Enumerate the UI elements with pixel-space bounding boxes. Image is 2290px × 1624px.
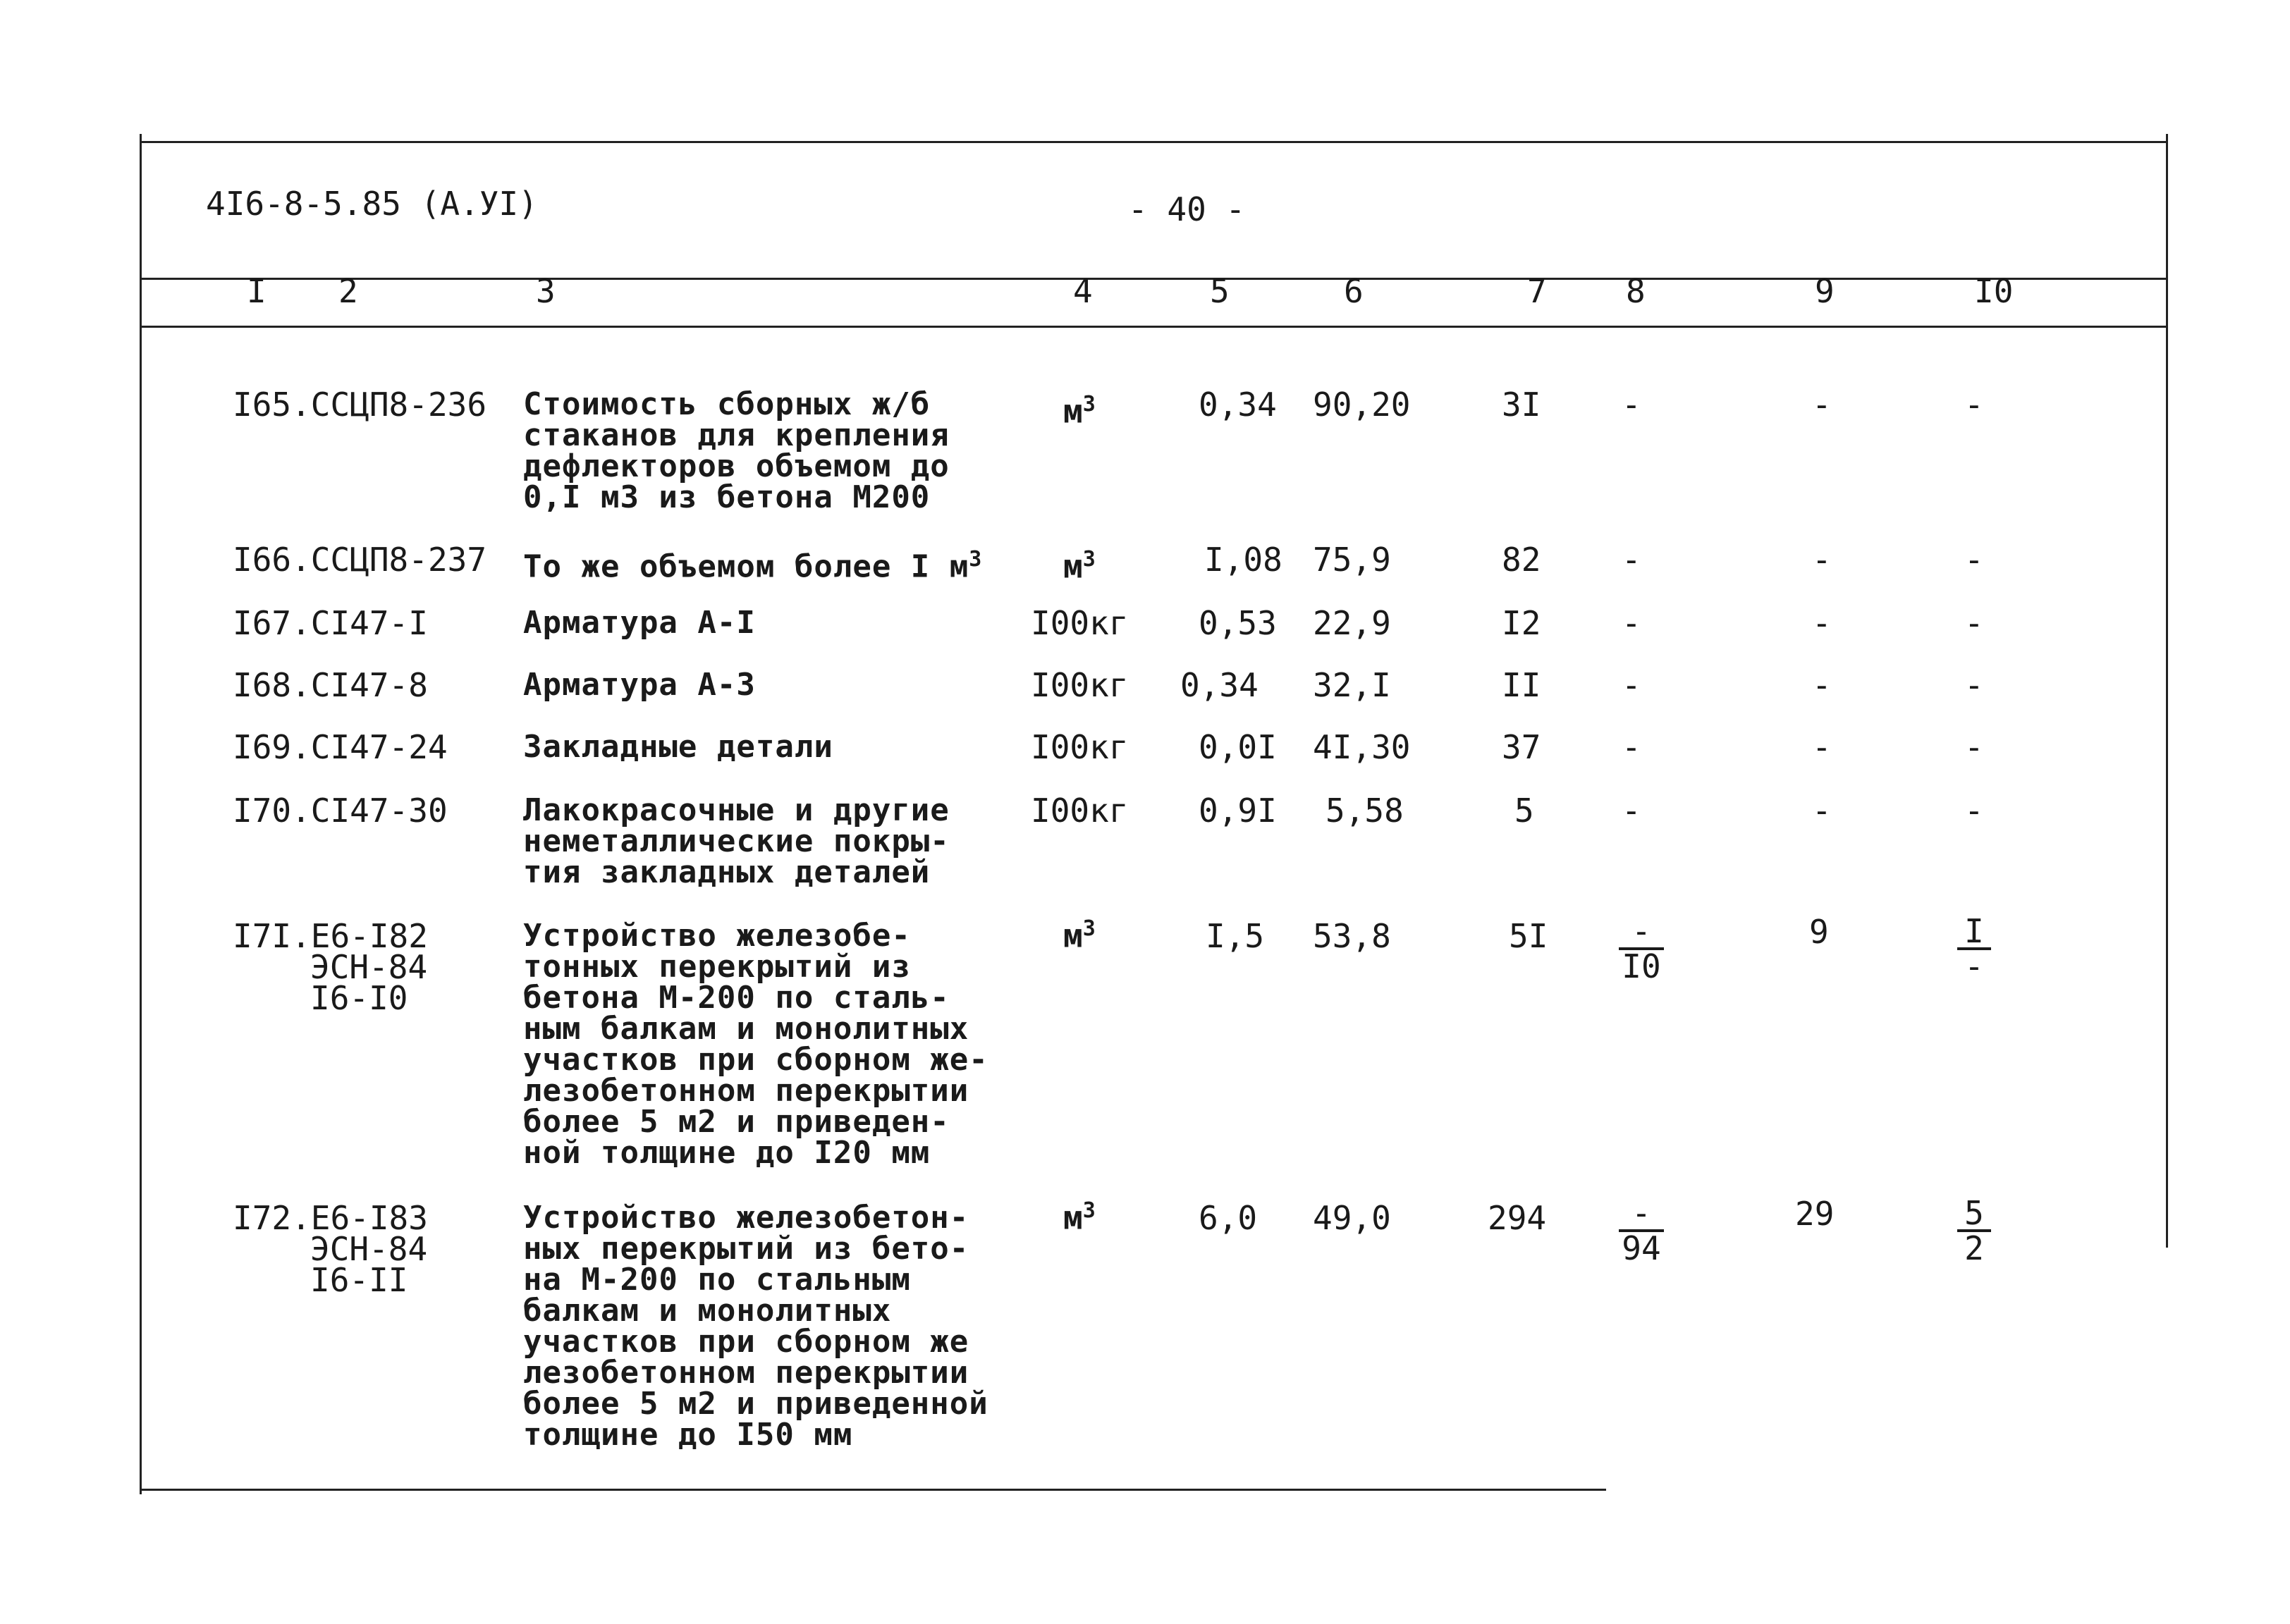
row-total: 3I: [1502, 386, 1541, 424]
header-bottom-rule: [140, 326, 2167, 328]
row-unit: I00кг: [1031, 666, 1129, 704]
row-quantity: 0,9I: [1199, 792, 1277, 830]
row-col9: 29: [1795, 1195, 1835, 1233]
row-unit: I00кг: [1031, 792, 1129, 830]
row-price: 5,58: [1325, 792, 1404, 830]
column-number: 3: [536, 272, 556, 310]
frame-left-line: [140, 134, 142, 1494]
row-description: То же объемом более I $м^3$: [523, 547, 983, 585]
row-col8: -: [1622, 728, 1641, 766]
row-price: 75,9: [1313, 541, 1391, 579]
row-col9: -: [1812, 541, 1832, 579]
frame-top-line: [140, 141, 2167, 143]
row-unit: $м^3$: [1063, 392, 1096, 431]
column-number: I0: [1974, 272, 2014, 310]
row-code: I68.СI47-8: [233, 666, 428, 704]
row-price: 53,8: [1313, 917, 1391, 955]
row-unit: $м^3$: [1063, 916, 1096, 955]
row-col10: -: [1964, 792, 1984, 830]
row-price: 4I,30: [1313, 728, 1411, 766]
row-code-line: I6-I0: [310, 979, 408, 1017]
row-col9: -: [1812, 666, 1832, 704]
row-col9: -: [1812, 386, 1832, 424]
row-total: 294: [1488, 1199, 1547, 1237]
row-unit: $м^3$: [1063, 1198, 1096, 1237]
row-code: I69.СI47-24: [233, 728, 448, 766]
row-col8: -: [1622, 541, 1641, 579]
row-description: Устройство железобетон- ных перекрытий из бето- на М-200 по стальным балкам и монолитных участков при сборном же лезобетонном перекрытии более 5 м2 и приведенной толщине до I50 мм: [523, 1200, 988, 1453]
row-total: I2: [1502, 604, 1541, 642]
row-quantity: 0,53: [1199, 604, 1277, 642]
row-col9: 9: [1809, 913, 1829, 951]
row-price: 32,I: [1313, 666, 1391, 704]
row-col9: -: [1812, 604, 1832, 642]
row-quantity: 0,34: [1180, 666, 1259, 704]
row-col8: -: [1622, 386, 1641, 424]
row-code: I66.ССЦП8-237: [233, 541, 487, 579]
row-quantity: 0,34: [1199, 386, 1277, 424]
row-description: Стоимость сборных ж/б стаканов для крепления дефлекторов объемом до 0,I м3 из бетона М200: [523, 386, 950, 515]
row-unit: $м^3$: [1063, 547, 1096, 586]
column-number: 9: [1815, 272, 1835, 310]
row-description: Лакокрасочные и другие неметаллические покры- тия закладных деталей: [523, 792, 950, 890]
row-price: 90,20: [1313, 386, 1411, 424]
row-total: 5: [1514, 792, 1534, 830]
row-quantity: I,08: [1204, 541, 1282, 579]
row-total: 37: [1502, 728, 1541, 766]
row-code-line: ЭСН-84: [310, 948, 428, 986]
column-number: 4: [1073, 272, 1093, 310]
row-col9: -: [1812, 792, 1832, 830]
row-col10: -: [1964, 386, 1984, 424]
header-top-rule: [140, 278, 2167, 280]
row-code: I67.СI47-I: [233, 604, 428, 642]
row-price: 49,0: [1313, 1199, 1391, 1237]
row-description: Арматура А-I: [523, 605, 756, 641]
row-col10-fraction: I -: [1957, 916, 1991, 981]
column-number: 7: [1527, 272, 1547, 310]
row-total: II: [1502, 666, 1541, 704]
row-unit: I00кг: [1031, 728, 1129, 766]
row-col9: -: [1812, 728, 1832, 766]
row-col10: -: [1964, 541, 1984, 579]
row-total: 5I: [1509, 917, 1548, 955]
row-code-line: I6-II: [310, 1261, 408, 1299]
row-quantity: 6,0: [1199, 1199, 1258, 1237]
row-code: I72.Е6-I83: [233, 1199, 428, 1237]
column-number: 2: [338, 272, 358, 310]
row-quantity: 0,0I: [1199, 728, 1277, 766]
row-col8: -: [1622, 666, 1641, 704]
frame-right-line: [2166, 134, 2168, 1248]
row-description: Арматура А-3: [523, 667, 756, 703]
row-code: I65.ССЦП8-236: [233, 386, 487, 424]
row-col10: -: [1964, 604, 1984, 642]
page-number: - 40 -: [1128, 190, 1246, 228]
row-code: I7I.Е6-I82: [233, 917, 428, 955]
row-quantity: I,5: [1206, 917, 1265, 955]
document-code: 4I6-8-5.85 (А.УI): [206, 185, 538, 223]
column-number: 6: [1344, 272, 1364, 310]
row-price: 22,9: [1313, 604, 1391, 642]
row-col8: -: [1622, 604, 1641, 642]
row-code-line: ЭСН-84: [310, 1230, 428, 1268]
column-number: I: [247, 272, 267, 310]
column-number: 8: [1626, 272, 1646, 310]
row-col8-fraction: - 94: [1619, 1198, 1664, 1263]
row-code: I70.СI47-30: [233, 792, 448, 830]
row-col10: -: [1964, 666, 1984, 704]
row-col10-fraction: 5 2: [1957, 1198, 1991, 1263]
row-col8: -: [1622, 792, 1641, 830]
frame-bottom-line: [140, 1489, 1606, 1491]
row-description: Закладные детали: [523, 729, 833, 765]
row-total: 82: [1502, 541, 1541, 579]
row-description: Устройство железобе- тонных перекрытий из бетона М-200 по сталь- ным балкам и монолитных участков при сборном же- лезобетонном перекрытии более 5 м2 и приведен- ной толщине до I20 мм: [523, 918, 988, 1171]
column-number: 5: [1210, 272, 1230, 310]
row-unit: I00кг: [1031, 604, 1129, 642]
row-col10: -: [1964, 728, 1984, 766]
row-col8-fraction: - I0: [1619, 916, 1664, 981]
